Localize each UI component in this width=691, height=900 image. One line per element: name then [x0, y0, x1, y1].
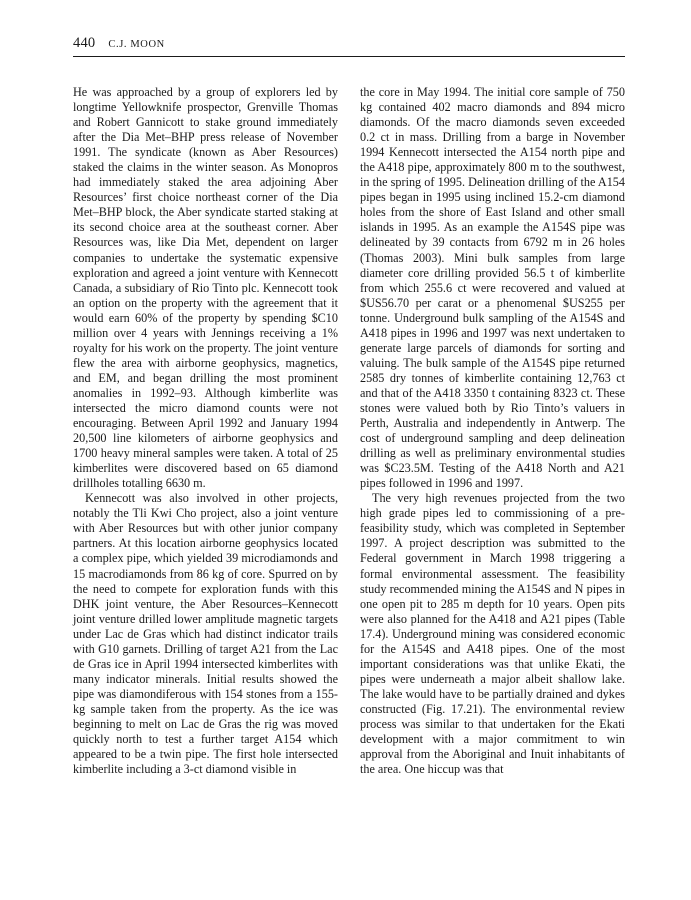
paragraph: The very high revenues projected from the two high grade pipes led to commissioning of a pre-feasibility study, which was completed in September 1997. A project description was submitted to the Federal government in March 1998 triggering a formal environmental assessment. The feasibility study recommended mining the A154S and N pipes in one open pit to 285 m depth for 10 years. Open pits were also planned for the A418 and A21 pipes (Table 17.4). Underground mining was considered economic for the A154S and A418 pipes. One of the most important considerations was that unlike Ekati, the pipes were underneath a major albeit shallow lake. The lake would have to be partially drained and dykes constructed (Fig. 17.21). The environmental review process was similar to that undertaken for the Ekati development with a major commitment to win approval from the Aboriginal and Inuit inhabitants of the area. One hiccup was that — [360, 491, 625, 777]
page-number: 440 — [73, 35, 96, 51]
paragraph: the core in May 1994. The initial core sample of 750 kg contained 402 macro diamonds and 894 micro diamonds. Of the macro diamonds seven exceeded 0.2 ct in mass. Drilling from a barge in November 1994 Kennecott intersected the A154 north pipe and the A418 pipe, approximately 800 m to the southwest, in the spring of 1995. Delineation drilling of the A154 pipes began in 1995 using inclined 15.2-cm diamond holes from the shore of East Island and other small islands in 1995. As an example the A154S pipe was delineated by 39 contacts from 6792 m in 26 holes (Thomas 2003). Mini bulk samples from large diameter core drilling provided 56.5 t of kimberlite from which 255.6 ct were recovered and valued at $US56.70 per carat or a phenomenal $US255 per tonne. Underground bulk sampling of the A154S and A418 pipes in 1996 and 1997 was next undertaken to generate large parcels of diamonds for sorting and valuing. The bulk sample of the A154S pipe returned 2585 dry tonnes of kimberlite containing 12,763 ct and that of the A418 3350 t containing 8323 ct. These stones were valued both by Rio Tinto’s valuers in Perth, Australia and independently in Antwerp. The cost of underground sampling and deep delineation drilling as well as preliminary environmental studies was $C23.5M. Testing of the A418 North and A21 pipes followed in 1996 and 1997. — [360, 85, 625, 491]
paragraph: He was approached by a group of explorers led by longtime Yellowknife prospector, Grenville Thomas and Robert Gannicott to stake ground immediately after the Dia Met–BHP press release of November 1991. The syndicate (known as Aber Resources) staked the claims in the winter season. As Monopros had immediately staked the area adjoining Aber Resources’ first choice northeast corner of the Dia Met–BHP block, the Aber syndicate started staking at its second choice area at the southeast corner. Aber Resources was, like Dia Met, dependent on larger companies to undertake the systematic expensive exploration and agreed a joint venture with Kennecott Canada, a subsidiary of Rio Tinto plc. Kennecott took an option on the property with the agreement that it would earn 60% of the property by spending $C10 million over 4 years with Jennings receiving a 1% royalty for his work on the property. The joint venture flew the area with airborne geophysics, magnetics, and EM, and began drilling the most prominent anomalies in 1992–93. Although kimberlite was intersected the micro diamond counts were not encouraging. Between April 1992 and January 1994 20,500 line kilometers of airborne geophysics and 1700 heavy mineral samples were taken. A total of 25 kimberlites were discovered based on 65 diamond drillholes totalling 6630 m. — [73, 85, 338, 491]
left-text-column — [73, 85, 338, 777]
running-head — [73, 35, 625, 55]
paragraph: Kennecott was also involved in other projects, notably the Tli Kwi Cho project, also a joint venture with Aber Resources but with other junior company partners. At this location airborne geophysics located a complex pipe, which yielded 39 microdiamonds and 15 macrodiamonds from 86 kg of core. Spurred on by the need to compete for exploration funds with this DHK joint venture, the Aber Resources–Kennecott joint venture drilled lower amplitude magnetic targets under Lac de Gras which had distinct indicator trails with G10 garnets. Drilling of target A21 from the Lac de Gras ice in April 1994 intersected kimberlites with many indicator minerals. Initial results showed the pipe was diamondiferous with 154 stones from a 155-kg sample taken from the property. As the ice was beginning to melt on Lac de Gras the rig was moved quickly north to test a further target A154 which appeared to be a twin pipe. The first hole intersected kimberlite including a 3-ct diamond visible in — [73, 491, 338, 777]
author-running-head: C.J. MOON — [108, 39, 165, 50]
right-text-column — [360, 85, 625, 777]
header-rule — [73, 56, 625, 57]
